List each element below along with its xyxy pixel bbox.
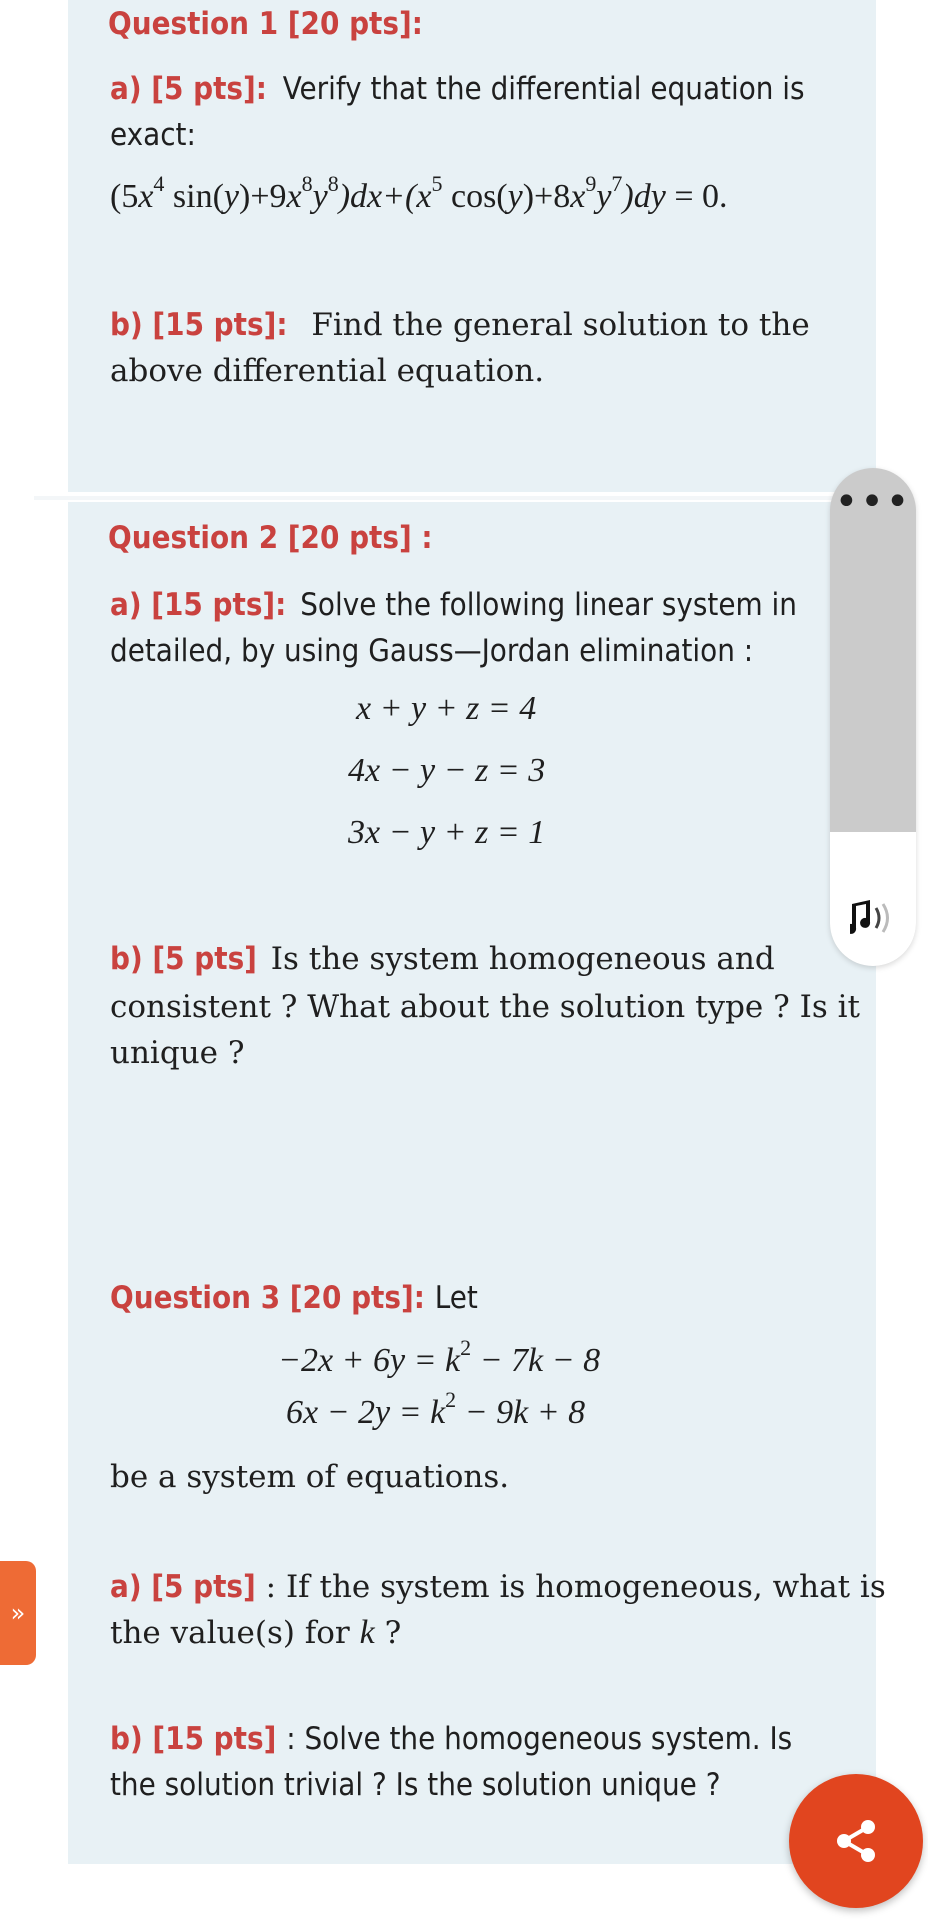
q2-equation-3: 3x − y + z = 1 xyxy=(348,814,546,851)
q2-b-line-1 xyxy=(110,936,775,982)
q2-b-line-2: consistent ? What about the solution type ? Is it xyxy=(110,989,860,1025)
share-icon xyxy=(830,1815,882,1867)
q3-b-line-2: the solution trivial ? Is the solution unique ? xyxy=(110,1767,721,1803)
share-button[interactable] xyxy=(789,1774,923,1908)
q3-equation-1: $-2x + 6y = k^2 - 7k - 8$ xyxy=(278,1335,601,1379)
q1-b-text: Find the general solution to the xyxy=(311,307,810,343)
q3-a-variable: k xyxy=(359,1614,375,1651)
q3-a-line-1 xyxy=(110,1564,886,1610)
q1-b-line-1 xyxy=(110,302,810,348)
q1-a-line-1 xyxy=(110,66,805,112)
q2-equation-1: x + y + z = 4 xyxy=(356,690,537,727)
q1-differential-equation: ($5x^4$ $\sin(y)+9x^8y^8)dx+(x^5$ $\cos(y)+8x^9y^7)dy = 0$. xyxy=(110,171,728,215)
q1-a-text: Verify that the differential equation is xyxy=(282,71,805,107)
q1-b-label: b) [15 pts]: xyxy=(110,307,288,343)
q2-b-text: Is the system homogeneous and xyxy=(270,941,775,977)
speaker-icon[interactable] xyxy=(850,898,898,938)
q1-a-line-2: exact: xyxy=(110,117,196,153)
q2-equation-2: 4x − y − z = 3 xyxy=(348,752,546,789)
q3-b-label: b) [15 pts] xyxy=(110,1721,277,1757)
question-2-heading: Question 2 [20 pts] : xyxy=(108,520,433,556)
q2-b-line-3: unique ? xyxy=(110,1035,245,1071)
q3-a-label: a) [5 pts] xyxy=(110,1569,256,1605)
floating-scroll-widget[interactable] xyxy=(830,468,916,966)
q3-b-text: : Solve the homogeneous system. Is xyxy=(286,1721,793,1757)
q3-equation-2: $6x - 2y = k^2 - 9k + 8$ xyxy=(286,1387,586,1431)
q2-a-line-1 xyxy=(110,582,797,628)
more-options-icon[interactable]: ••• xyxy=(834,479,912,525)
card-divider xyxy=(34,496,876,500)
q3-after-text: be a system of equations. xyxy=(110,1459,510,1495)
q2-a-line-2: detailed, by using Gauss—Jordan elimination : xyxy=(110,633,754,669)
question-1-heading: Question 1 [20 pts]: xyxy=(108,6,423,42)
q2-b-label: b) [5 pts] xyxy=(110,941,257,977)
expand-icon[interactable]: » xyxy=(0,1561,36,1665)
q2-a-label: a) [15 pts]: xyxy=(110,587,287,623)
q2-a-text: Solve the following linear system in xyxy=(300,587,797,623)
q3-heading-line xyxy=(110,1275,478,1321)
q3-b-line-1 xyxy=(110,1716,792,1762)
q1-a-label: a) [5 pts]: xyxy=(110,71,267,107)
q3-a-line-2: the value(s) for k ? xyxy=(110,1614,402,1651)
q3-heading-tail: Let xyxy=(434,1280,478,1316)
question-3-heading: Question 3 [20 pts]: xyxy=(110,1280,425,1316)
q3-a-text: : If the system is homogeneous, what is xyxy=(265,1569,886,1605)
q1-b-line-2: above differential equation. xyxy=(110,353,545,389)
